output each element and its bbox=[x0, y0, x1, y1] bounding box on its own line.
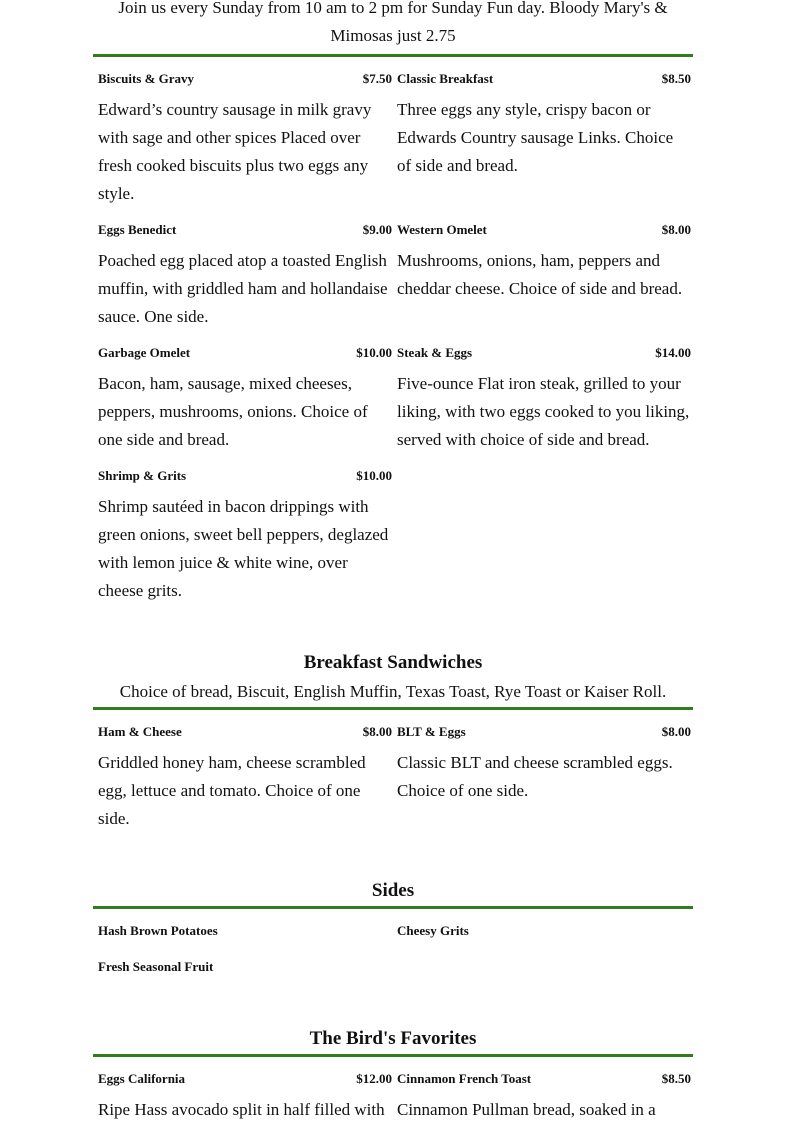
section-title: The Bird's Favorites bbox=[309, 1028, 477, 1049]
sunday-fun-day-note bbox=[93, 0, 693, 50]
item-name: Cinnamon French Toast bbox=[397, 1071, 532, 1086]
item-price: $8.00 bbox=[362, 724, 392, 739]
menu-item bbox=[397, 710, 691, 833]
section-title: Sides bbox=[371, 880, 415, 901]
menu-item bbox=[98, 208, 392, 331]
item-price: $8.00 bbox=[661, 222, 691, 237]
side-items bbox=[93, 909, 693, 981]
favorite-items bbox=[93, 1057, 693, 1124]
section-subtitle: Choice of bread, Biscuit, English Muffin, Texas Toast, Rye Toast or Kaiser Roll. bbox=[119, 682, 667, 701]
item-name: Eggs California bbox=[98, 1071, 186, 1086]
item-name: BLT & Eggs bbox=[397, 724, 466, 739]
item-price: $8.50 bbox=[661, 71, 691, 86]
menu-item bbox=[397, 331, 691, 454]
item-description: Cinnamon Pullman bread, soaked in a bbox=[397, 1100, 656, 1119]
item-description: Poached egg placed atop a toasted English muffin, with griddled ham and hollandaise sauce. One side. bbox=[98, 251, 388, 326]
item-description: Three eggs any style, crispy bacon or Edwards Country sausage Links. Choice of side and bread. bbox=[397, 100, 674, 175]
item-price: $7.50 bbox=[362, 71, 392, 86]
item-description: Ripe Hass avocado split in half filled with bbox=[98, 1100, 385, 1119]
item-price: $10.00 bbox=[356, 468, 392, 483]
menu-item bbox=[98, 710, 392, 833]
item-price: $14.00 bbox=[655, 345, 691, 360]
item-price: $8.50 bbox=[661, 1071, 691, 1086]
sandwich-items bbox=[93, 710, 693, 833]
item-name: Classic Breakfast bbox=[397, 71, 494, 86]
side-item: Fresh Seasonal Fruit bbox=[98, 959, 214, 974]
item-price: $8.00 bbox=[661, 724, 691, 739]
intro-line-1: Join us every Sunday from 10 am to 2 pm for Sunday Fun day. Bloody Mary's & bbox=[118, 0, 668, 17]
menu-item bbox=[397, 57, 691, 208]
section-title: Breakfast Sandwiches bbox=[303, 652, 483, 673]
item-name: Ham & Cheese bbox=[98, 724, 182, 739]
intro-line-2: Mimosas just 2.75 bbox=[330, 26, 456, 45]
item-price: $9.00 bbox=[362, 222, 392, 237]
item-price: $12.00 bbox=[356, 1071, 392, 1086]
item-description: Bacon, ham, sausage, mixed cheeses, peppers, mushrooms, onions. Choice of one side and bread. bbox=[98, 374, 368, 449]
item-description: Mushrooms, onions, ham, peppers and cheddar cheese. Choice of side and bread. bbox=[397, 251, 683, 298]
item-description: Edward’s country sausage in milk gravy with sage and other spices Placed over fresh cooked biscuits plus two eggs any style. bbox=[98, 100, 372, 203]
side-item: Cheesy Grits bbox=[397, 923, 469, 938]
menu-item bbox=[98, 1057, 392, 1124]
menu-item bbox=[397, 1057, 691, 1124]
item-name: Western Omelet bbox=[397, 222, 487, 237]
item-name: Eggs Benedict bbox=[98, 222, 177, 237]
breakfast-items bbox=[93, 57, 693, 605]
side-item: Hash Brown Potatoes bbox=[98, 923, 218, 938]
item-description: Shrimp sautéed in bacon drippings with green onions, sweet bell peppers, deglazed with lemon juice & white wine, over cheese grits. bbox=[98, 497, 389, 600]
item-name: Steak & Eggs bbox=[397, 345, 473, 360]
item-name: Garbage Omelet bbox=[98, 345, 191, 360]
menu-item bbox=[98, 57, 392, 208]
item-description: Classic BLT and cheese scrambled eggs. Choice of one side. bbox=[397, 753, 673, 800]
item-price: $10.00 bbox=[356, 345, 392, 360]
item-name: Biscuits & Gravy bbox=[98, 71, 195, 86]
item-name: Shrimp & Grits bbox=[98, 468, 187, 483]
menu-item bbox=[98, 454, 392, 605]
menu-page bbox=[93, 0, 693, 1124]
item-description: Griddled honey ham, cheese scrambled egg, lettuce and tomato. Choice of one side. bbox=[98, 753, 366, 828]
menu-item bbox=[98, 331, 392, 454]
item-description: Five-ounce Flat iron steak, grilled to your liking, with two eggs cooked to you liking, served with choice of side and bread. bbox=[397, 374, 690, 449]
menu-item bbox=[397, 208, 691, 331]
